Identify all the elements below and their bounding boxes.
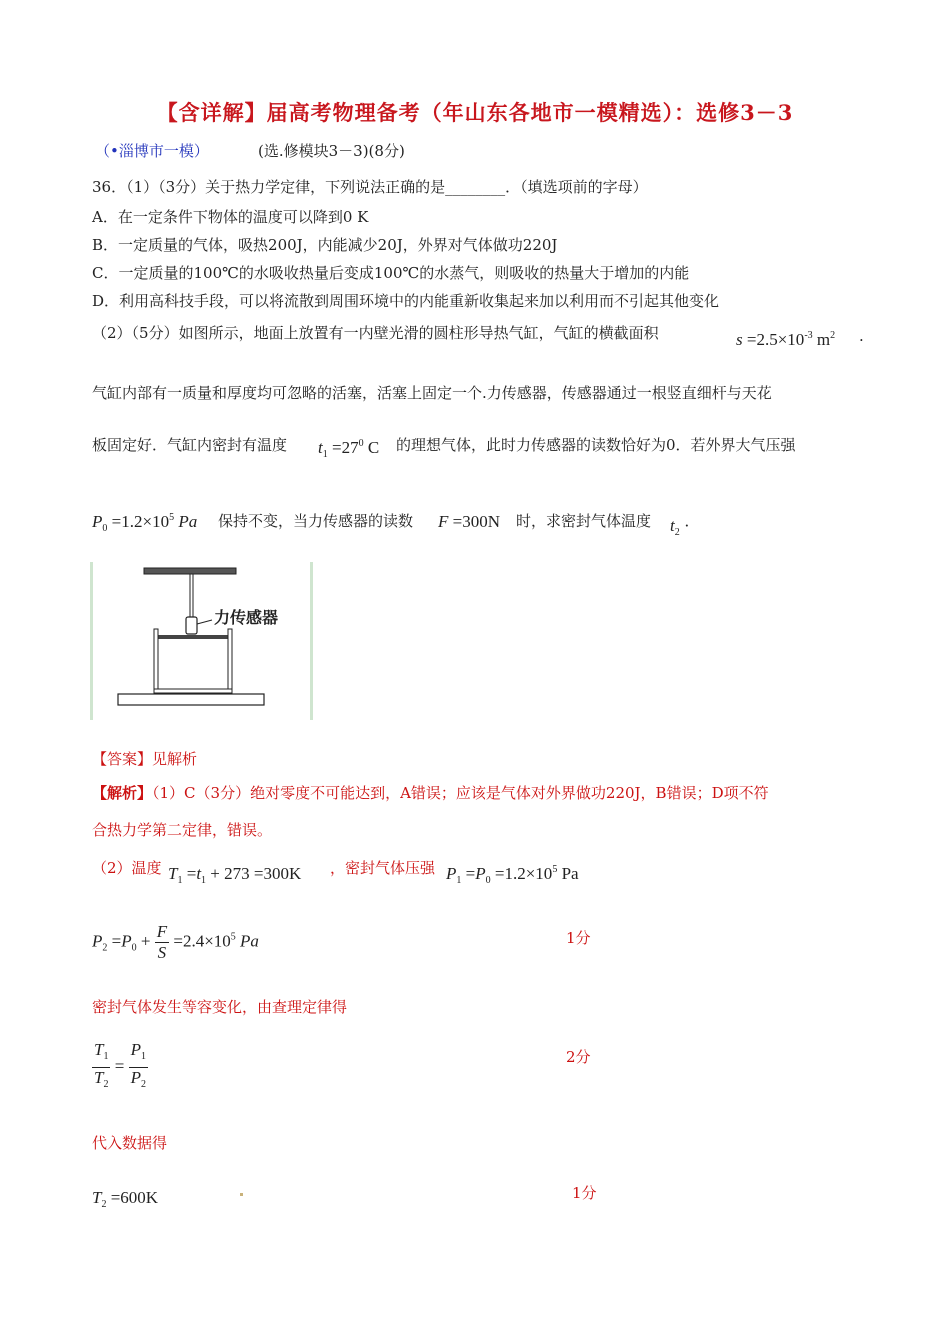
equation-force: F =300N [438, 512, 501, 531]
substitute-text: 代入数据得 [92, 1134, 168, 1152]
answer-label: 【答案】见解析 [92, 750, 198, 768]
part2-ask-text: 时，求密封气体温度 [516, 512, 652, 530]
equation-t1: $t_1 =27^0$ C [318, 438, 380, 460]
module-label: (选.修模块3－3)(8分) [258, 142, 405, 160]
cylinder-figure [90, 562, 316, 720]
analysis-line-1 [92, 782, 769, 803]
score-1: 1分 [566, 929, 591, 947]
equation-ratio: $\frac{T_1}{T_2}$ = $\frac{P_1}{P_2}$ [94, 1040, 146, 1090]
option-d: D．利用高科技手段，可以将流散到周围环境中的内能重新收集起来加以利用而不引起其他变化 [92, 292, 720, 310]
page-title: 【含详解】届高考物理备考（年山东各地市一模精选）：选修3－3 [156, 100, 794, 125]
analysis-label: 【解析】 [92, 784, 153, 802]
option-c: C．一定质量的100℃的水吸收热量后变成100℃的水蒸气，则吸收的热量大于增加的内能 [92, 264, 690, 282]
score-3: 1分 [572, 1184, 597, 1202]
step2-temp-label: （2）温度 [92, 859, 162, 877]
part2-sensor-text: 保持不变，当力传感器的读数 [218, 512, 414, 530]
part2-gas-text: 的理想气体，此时力传感器的读数恰好为0．若外界大气压强 [396, 436, 796, 454]
analysis-line-2: 合热力学第二定律，错误。 [92, 821, 273, 839]
stray-dot [240, 1193, 243, 1196]
equation-t2: $t_2$ · [670, 516, 690, 538]
option-a: A．在一定条件下物体的温度可以降到0 K [92, 208, 369, 226]
sensor-label: 力传感器 [214, 608, 279, 627]
charles-law-text: 密封气体发生等容变化，由查理定律得 [92, 998, 348, 1016]
part2-intro: （2）（5分）如图所示，地面上放置有一内壁光滑的圆柱形导热气缸，气缸的横截面积 [92, 324, 659, 342]
equation-T1: $T_1 =t_1 + 273 =300K$ [168, 864, 302, 886]
equation-T2: $T_2 =600K$ [92, 1188, 159, 1210]
equation-P2: $P_2 =P_0$ + $\frac{F}{S}$ $=2.4\times 10^5$ Pa [92, 922, 259, 962]
equation-area: $s =2.5\times 10^{-3}$ $m^2$ [736, 330, 836, 349]
cylinder-diagram [90, 562, 316, 720]
question-stem: 36．（1）（3分）关于热力学定律，下列说法正确的是________．（填选项前的字母） [92, 178, 648, 196]
equation-p0: $P_0 =1.2\times 10^5$ Pa [92, 512, 198, 534]
analysis-text-1: （1）C（3分）绝对零度不可能达到，A错误；应该是气体对外界做功220J，B错误；D项不符 [152, 784, 769, 802]
score-2: 2分 [566, 1048, 591, 1066]
step2-pressure-label: ，密封气体压强 [330, 859, 436, 877]
option-b: B．一定质量的气体，吸热200J，内能减少20J，外界对气体做功220J [92, 236, 558, 254]
part2-piston: 气缸内部有一质量和厚度均可忽略的活塞，活塞上固定一个.力传感器，传感器通过一根竖直细杆与天花 [92, 384, 772, 402]
equation-P1: $P_1 =P_0 =1.2\times 10^5$ Pa [446, 864, 579, 886]
source-label: （•淄博市一模） [95, 142, 209, 160]
part2-temp-text: 板固定好．气缸内密封有温度 [92, 436, 288, 454]
